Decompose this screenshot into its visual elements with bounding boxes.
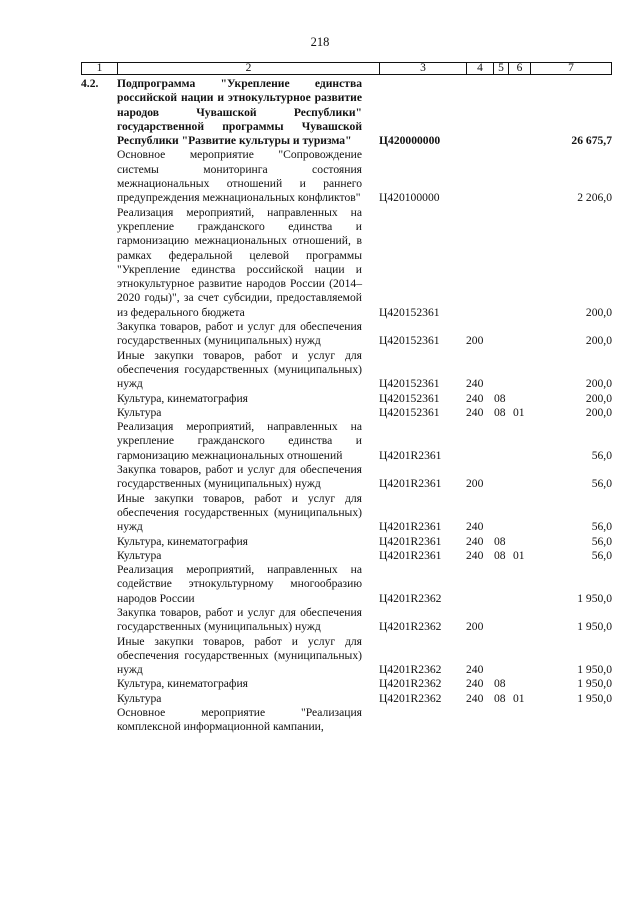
row-name: Культура, кинематография bbox=[117, 391, 248, 405]
column-header-4: 4 bbox=[467, 63, 494, 74]
expense-group: 240 bbox=[466, 663, 484, 677]
table-row bbox=[81, 492, 612, 535]
row-name: Культура, кинематография bbox=[117, 677, 248, 691]
section-code: 08 bbox=[494, 548, 506, 562]
target-article-code: Ц420152361 bbox=[379, 405, 440, 419]
subsection-code: 01 bbox=[513, 405, 525, 419]
amount: 56,0 bbox=[591, 548, 612, 562]
amount: 56,0 bbox=[591, 534, 612, 548]
table-row bbox=[81, 535, 612, 549]
amount: 200,0 bbox=[585, 334, 612, 348]
row-name: Культура bbox=[117, 691, 162, 705]
row-number: 4.2. bbox=[81, 77, 99, 90]
target-article-code: Ц4201R2361 bbox=[379, 477, 442, 491]
expense-group: 200 bbox=[466, 620, 484, 634]
row-name: Иные закупки товаров, работ и услуг для обеспечения государственных (муниципальных) нужд bbox=[117, 348, 362, 391]
table-row bbox=[81, 677, 612, 691]
row-name: Культура bbox=[117, 548, 162, 562]
table-row bbox=[81, 606, 612, 635]
table-row bbox=[81, 420, 612, 463]
amount: 1 950,0 bbox=[577, 620, 612, 634]
expense-group: 240 bbox=[466, 377, 484, 391]
amount: 200,0 bbox=[585, 405, 612, 419]
expense-group: 240 bbox=[466, 405, 484, 419]
amount: 1 950,0 bbox=[577, 591, 612, 605]
target-article-code: Ц420152361 bbox=[379, 391, 440, 405]
table-row bbox=[81, 349, 612, 392]
expense-group: 240 bbox=[466, 534, 484, 548]
table-row bbox=[81, 463, 612, 492]
row-name: Реализация мероприятий, направленных на содействие этнокультурному многообразию народов России bbox=[117, 563, 362, 605]
table-row bbox=[81, 406, 612, 420]
row-name: Подпрограмма "Укрепление единства российской нации и этнокультурное развитие народов Чувашской Республики" государственной программы Чувашской Республики "Развитие культуры и туризма" bbox=[117, 77, 362, 148]
table-row bbox=[81, 77, 612, 148]
target-article-code: Ц4201R2362 bbox=[379, 620, 442, 634]
column-header-2: 2 bbox=[118, 63, 380, 74]
target-article-code: Ц4201R2361 bbox=[379, 534, 442, 548]
section-code: 08 bbox=[494, 691, 506, 705]
expense-group: 240 bbox=[466, 677, 484, 691]
section-code: 08 bbox=[494, 534, 506, 548]
amount: 200,0 bbox=[585, 391, 612, 405]
table-row bbox=[81, 692, 612, 706]
section-code: 08 bbox=[494, 405, 506, 419]
row-name: Культура, кинематография bbox=[117, 534, 248, 548]
target-article-code: Ц420152361 bbox=[379, 377, 440, 391]
amount: 26 675,7 bbox=[571, 134, 612, 148]
column-header-1: 1 bbox=[82, 63, 118, 74]
target-article-code: Ц420100000 bbox=[379, 191, 440, 205]
amount: 56,0 bbox=[591, 477, 612, 491]
table-row bbox=[81, 706, 612, 735]
table-row bbox=[81, 148, 612, 205]
section-code: 08 bbox=[494, 677, 506, 691]
row-name: Иные закупки товаров, работ и услуг для обеспечения государственных (муниципальных) нужд bbox=[117, 634, 362, 677]
column-header-7: 7 bbox=[568, 62, 574, 74]
expense-group: 240 bbox=[466, 520, 484, 534]
amount: 200,0 bbox=[585, 377, 612, 391]
amount: 56,0 bbox=[591, 520, 612, 534]
target-article-code: Ц4201R2361 bbox=[379, 520, 442, 534]
expense-group: 200 bbox=[466, 477, 484, 491]
table-row bbox=[81, 392, 612, 406]
target-article-code: Ц4201R2362 bbox=[379, 663, 442, 677]
row-name: Основное мероприятие "Реализация комплексной информационной кампании, bbox=[117, 706, 362, 734]
table-row bbox=[81, 635, 612, 678]
target-article-code: Ц4201R2361 bbox=[379, 448, 442, 462]
column-header-3: 3 bbox=[380, 63, 467, 74]
expense-group: 240 bbox=[466, 391, 484, 405]
target-article-code: Ц4201R2362 bbox=[379, 677, 442, 691]
row-name: Закупка товаров, работ и услуг для обеспечения государственных (муниципальных) нужд bbox=[117, 605, 362, 634]
expense-group: 200 bbox=[466, 334, 484, 348]
row-name: Реализация мероприятий, направленных на укрепление гражданского единства и гармонизацию межнациональных отношений bbox=[117, 420, 362, 462]
page-number: 218 bbox=[310, 35, 330, 49]
target-article-code: Ц4201R2361 bbox=[379, 548, 442, 562]
column-header-5: 5 bbox=[494, 63, 509, 74]
row-name: Основное мероприятие "Сопровождение системы мониторинга состояния межнациональных отношений и раннего предупреждения межнациональных конфликтов" bbox=[117, 148, 362, 205]
target-article-code: Ц420000000 bbox=[379, 134, 441, 148]
target-article-code: Ц4201R2362 bbox=[379, 691, 442, 705]
target-article-code: Ц420152361 bbox=[379, 305, 440, 319]
target-article-code: Ц420152361 bbox=[379, 334, 440, 348]
amount: 1 950,0 bbox=[577, 663, 612, 677]
table-row bbox=[81, 549, 612, 563]
table-header-row bbox=[81, 62, 612, 75]
column-header-6: 6 bbox=[509, 63, 531, 74]
amount: 200,0 bbox=[585, 305, 612, 319]
subsection-code: 01 bbox=[513, 548, 525, 562]
row-name: Закупка товаров, работ и услуг для обеспечения государственных (муниципальных) нужд bbox=[117, 320, 362, 348]
row-name: Иные закупки товаров, работ и услуг для обеспечения государственных (муниципальных) нужд bbox=[117, 491, 362, 534]
table-row bbox=[81, 206, 612, 320]
table-row bbox=[81, 320, 612, 349]
expense-group: 240 bbox=[466, 548, 484, 562]
amount: 2 206,0 bbox=[577, 191, 612, 205]
target-article-code: Ц4201R2362 bbox=[379, 591, 442, 605]
table-row bbox=[81, 563, 612, 606]
amount: 1 950,0 bbox=[577, 677, 612, 691]
row-name: Реализация мероприятий, направленных на укрепление гражданского единства и гармонизацию межнациональных отношений, в рамках федеральной целевой программы "Укрепление единства российской нации и этнокультурное развитие народов России (2014–2020 годы)", за счет субсидии, предоставляемой из федерального бюджета bbox=[117, 205, 362, 319]
subsection-code: 01 bbox=[513, 691, 525, 705]
row-name: Закупка товаров, работ и услуг для обеспечения государственных (муниципальных) нужд bbox=[117, 463, 362, 491]
amount: 1 950,0 bbox=[577, 691, 612, 705]
budget-table-body bbox=[81, 77, 612, 735]
amount: 56,0 bbox=[591, 448, 612, 462]
section-code: 08 bbox=[494, 391, 506, 405]
expense-group: 240 bbox=[466, 691, 484, 705]
row-name: Культура bbox=[117, 405, 162, 419]
